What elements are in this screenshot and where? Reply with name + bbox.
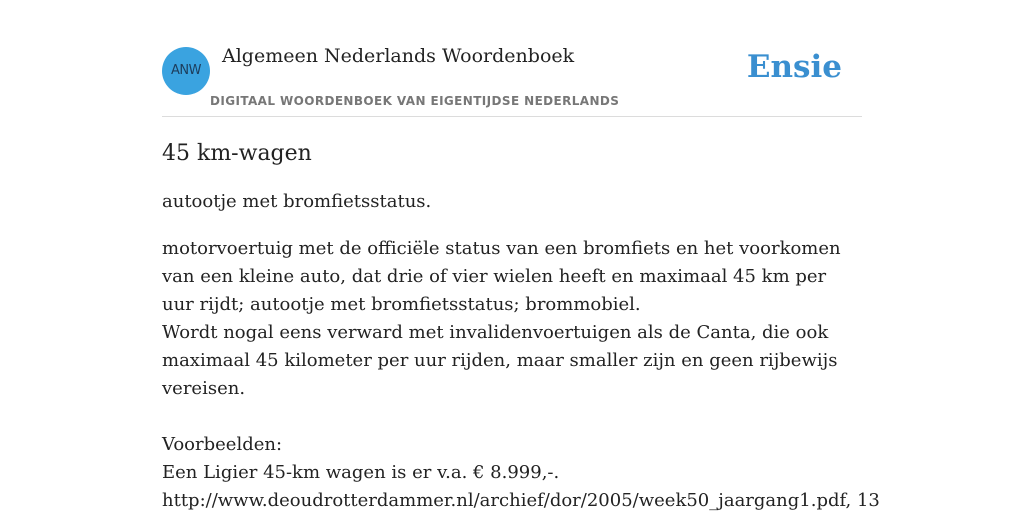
entry-headword: 45 km-wagen <box>162 141 312 166</box>
full-definition <box>162 235 880 512</box>
site-header <box>162 0 862 117</box>
short-definition: autootje met bromfietsstatus. <box>162 191 432 212</box>
ensie-logo[interactable]: Ensie <box>746 49 842 85</box>
entry-content <box>162 138 880 512</box>
usage-note: Wordt nogal eens verward met invalidenvoertuigen als de Canta, die ook maximaal 45 kilometer per uur rijden, maar smaller zijn en geen rijbewijs vereisen. <box>162 322 838 399</box>
paragraph-spacer <box>162 403 852 431</box>
example-source: http://www.deoudrotterdammer.nl/archief/dor/2005/week50_jaargang1.pdf, 13 <box>162 490 880 511</box>
anw-logo[interactable]: ANW <box>162 47 210 95</box>
definition-text: motorvoertuig met de officiële status van een bromfiets en het voorkomen van een kleine auto, dat drie of vier wielen heeft en maximaal 45 km per uur rijdt; autootje met bromfietsstatus; brommobiel. <box>162 238 841 315</box>
site-title[interactable]: Algemeen Nederlands Woordenboek <box>222 45 575 67</box>
example-sentence: Een Ligier 45-km wagen is er v.a. € 8.999,-. <box>162 462 560 483</box>
site-subtitle: DIGITAAL WOORDENBOEK VAN EIGENTIJDSE NEDERLANDS <box>210 94 620 108</box>
examples-label: Voorbeelden: <box>162 434 283 455</box>
